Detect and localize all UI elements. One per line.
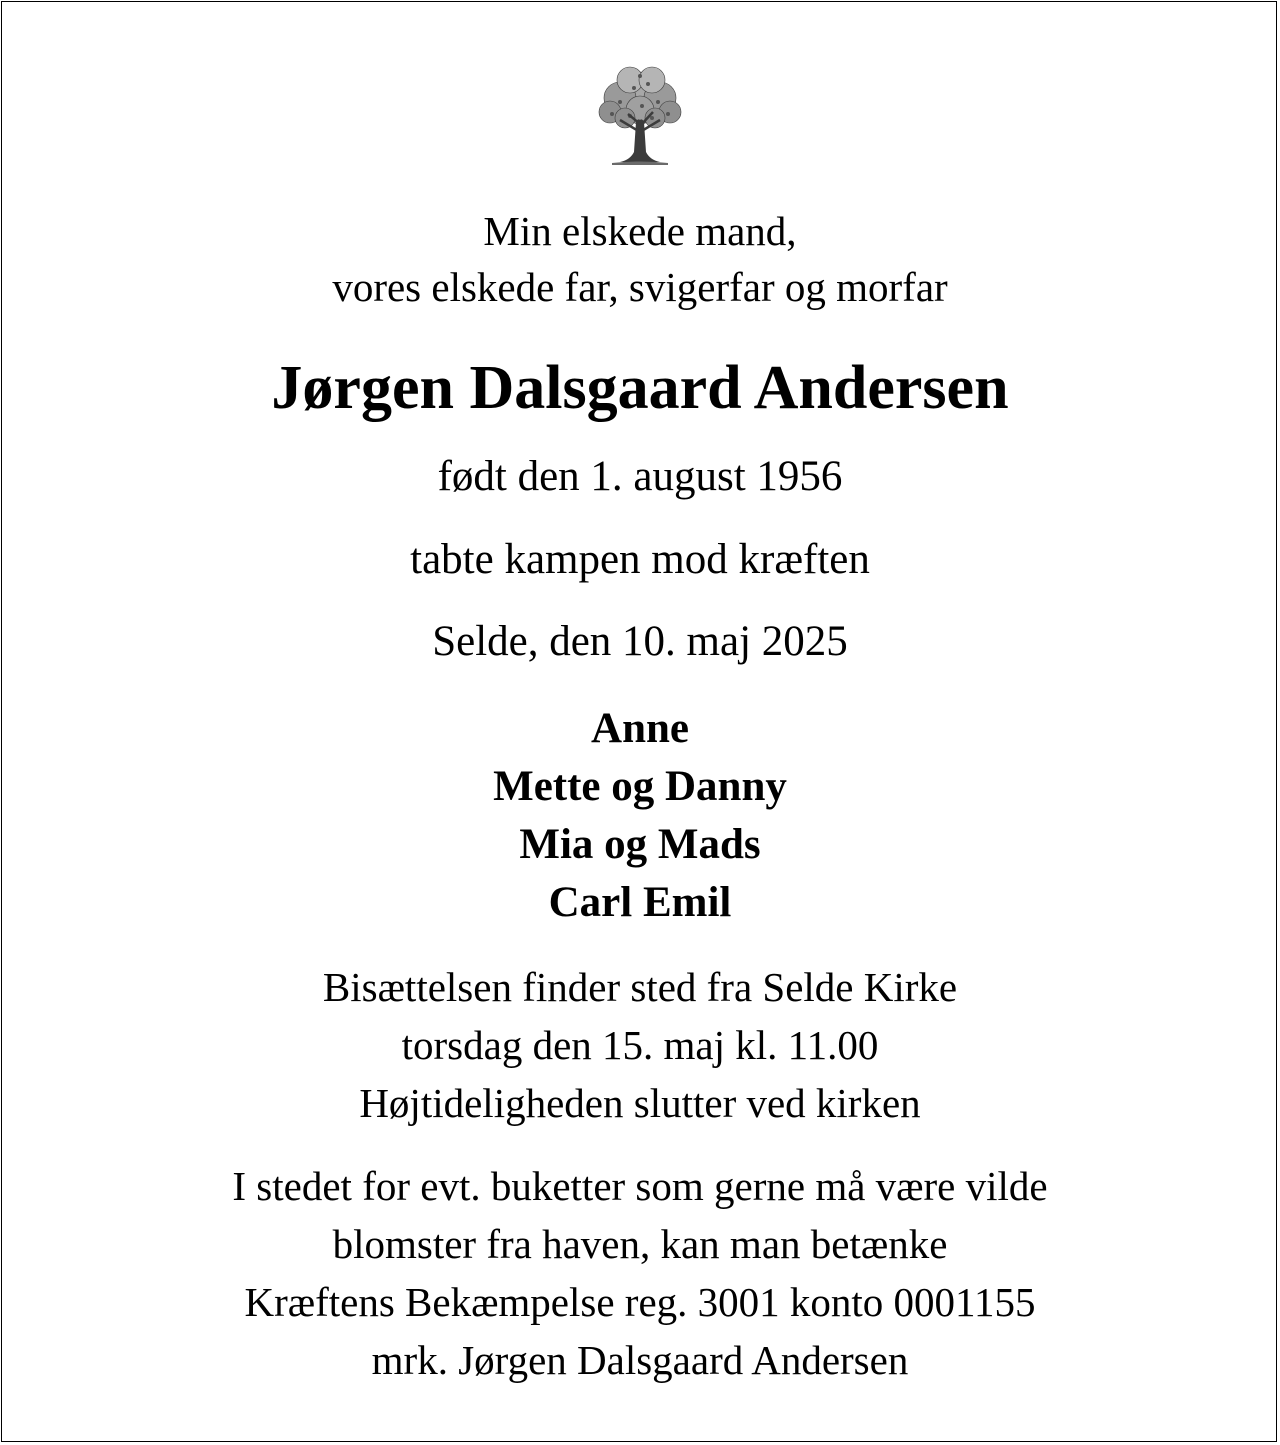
donation-line: blomster fra haven, kan man betænke	[332, 1221, 948, 1267]
family-member: Carl Emil	[548, 879, 732, 926]
intro-text	[0, 203, 1280, 315]
family-list	[0, 700, 1280, 932]
intro-line-1: Min elskede mand,	[483, 208, 797, 254]
deceased-name: Jørgen Dalsgaard Andersen	[271, 354, 1009, 422]
family-member: Mette og Danny	[493, 763, 787, 810]
donation-line: Kræftens Bekæmpelse reg. 3001 konto 0001155	[244, 1279, 1036, 1325]
place-date: Selde, den 10. maj 2025	[432, 618, 848, 665]
birth-date: født den 1. august 1956	[437, 453, 843, 500]
family-member: Anne	[591, 705, 689, 752]
intro-line-2: vores elskede far, svigerfar og morfar	[332, 264, 948, 310]
funeral-info	[0, 958, 1280, 1132]
funeral-line: torsdag den 15. maj kl. 11.00	[401, 1022, 879, 1068]
cause-text: tabte kampen mod kræften	[410, 536, 870, 583]
tree-icon	[590, 62, 690, 170]
funeral-line: Højtideligheden slutter ved kirken	[359, 1080, 921, 1126]
donation-info	[0, 1157, 1280, 1389]
donation-line: I stedet for evt. buketter som gerne må være vilde	[232, 1163, 1048, 1209]
donation-line: mrk. Jørgen Dalsgaard Andersen	[371, 1337, 909, 1383]
family-member: Mia og Mads	[519, 821, 761, 868]
funeral-line: Bisættelsen finder sted fra Selde Kirke	[322, 964, 958, 1010]
